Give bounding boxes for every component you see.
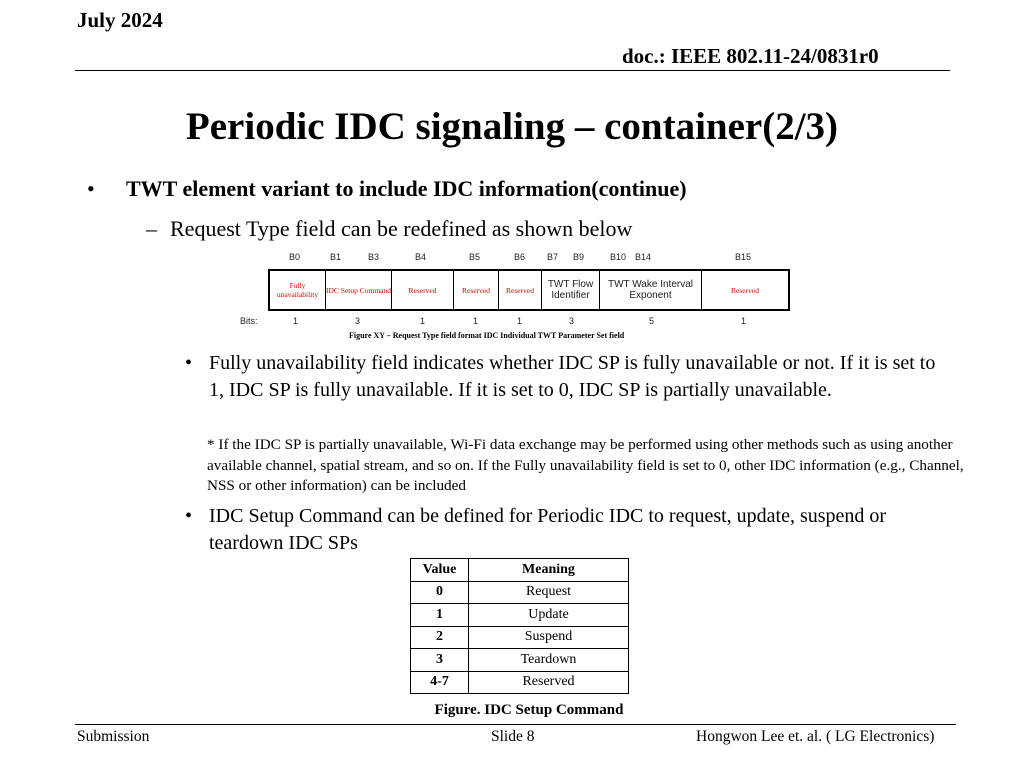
- bits-label: Bits:: [240, 316, 258, 326]
- table-row: [411, 581, 629, 604]
- footer-submission: Submission: [77, 728, 150, 745]
- bit-label: B9: [573, 252, 585, 262]
- field-reserved: Reserved: [499, 271, 542, 309]
- table-row: [411, 649, 629, 672]
- sub-bullet-request-type: Request Type field can be redefined as shown below: [170, 216, 633, 241]
- bit-label: B15: [735, 252, 752, 262]
- table-cell-value: 0: [411, 581, 469, 604]
- bits-value: 3: [355, 316, 361, 326]
- field-reserved: Reserved: [731, 285, 759, 295]
- bits-value: 1: [473, 316, 479, 326]
- bit-label: B0: [289, 252, 301, 262]
- request-type-field-diagram: [268, 269, 790, 311]
- bullet-twt-element: TWT element variant to include IDC information(continue): [126, 176, 687, 201]
- field-twt-flow-identifier: TWT Flow Identifier: [542, 271, 600, 309]
- column-header-value: Value: [411, 559, 469, 582]
- table-cell-meaning: Suspend: [469, 626, 629, 649]
- bit-label: B14: [635, 252, 652, 262]
- bits-value: 3: [569, 316, 575, 326]
- table-cell-value: 2: [411, 626, 469, 649]
- figure-caption-request-type: Figure XY – Request Type field format IDC Individual TWT Parameter Set field: [349, 331, 625, 340]
- field-twt-wake-interval-exponent: TWT Wake Interval Exponent: [600, 271, 702, 309]
- table-cell-meaning: Reserved: [469, 671, 629, 694]
- bit-label: B4: [415, 252, 427, 262]
- bullet-marker: •: [185, 505, 193, 527]
- dash-marker: –: [146, 216, 157, 241]
- bit-label: B6: [514, 252, 526, 262]
- field-reserved: Reserved: [392, 271, 454, 309]
- column-header-meaning: Meaning: [469, 559, 629, 582]
- bits-value: 1: [293, 316, 299, 326]
- bit-label: B3: [368, 252, 380, 262]
- field-idc-setup-command: IDC Setup Command: [326, 271, 392, 309]
- bits-value: 5: [649, 316, 655, 326]
- table-cell-meaning: Update: [469, 604, 629, 627]
- idc-setup-command-table: [410, 558, 629, 694]
- bullet-marker: •: [87, 176, 95, 201]
- table-row: [411, 671, 629, 694]
- figure-caption-idc-setup-command: Figure. IDC Setup Command: [434, 702, 624, 718]
- table-header-row: [411, 559, 629, 582]
- table-cell-value: 1: [411, 604, 469, 627]
- bit-label: B7: [547, 252, 559, 262]
- table-row: [411, 604, 629, 627]
- header-date: July 2024: [77, 8, 163, 32]
- table-cell-value: 3: [411, 649, 469, 672]
- field-reserved: Reserved: [454, 271, 499, 309]
- bit-label: B10: [610, 252, 627, 262]
- bits-value: 1: [741, 316, 747, 326]
- header-doc-id: doc.: IEEE 802.11-24/0831r0: [622, 44, 879, 68]
- bullet-idc-setup-command: IDC Setup Command can be defined for Periodic IDC to request, update, suspend or teardown IDC SPs: [209, 505, 887, 554]
- bullet-marker: •: [185, 352, 193, 374]
- bullet-fully-unavailability: Fully unavailability field indicates whether IDC SP is fully unavailable or not. If it is set to 1, IDC SP is fully unavailable. If it is set to 0, IDC SP is partially unavailable.: [209, 352, 936, 401]
- note-partial-unavailability: * If the IDC SP is partially unavailable, Wi-Fi data exchange may be performed using other methods such as using another available channel, spatial stream, and so on. If the Fully unavailability field is set to 0, other IDC information (e.g., Channel, NSS or other information) can be included: [207, 436, 964, 494]
- slide-title: Periodic IDC signaling – container(2/3): [185, 105, 839, 148]
- table-cell-value: 4-7: [411, 671, 469, 694]
- header-divider: [75, 70, 950, 71]
- bit-label: B5: [469, 252, 481, 262]
- table-row: [411, 626, 629, 649]
- footer-authors: Hongwon Lee et. al. ( LG Electronics): [696, 728, 935, 745]
- bit-label: B1: [330, 252, 342, 262]
- table-cell-meaning: Teardown: [469, 649, 629, 672]
- field-fully-unavailability: Fully unavailability: [270, 271, 326, 309]
- table-cell-meaning: Request: [469, 581, 629, 604]
- bits-value: 1: [517, 316, 523, 326]
- footer-slide-number: Slide 8: [491, 728, 535, 745]
- footer-divider: [75, 724, 956, 725]
- bits-value: 1: [420, 316, 426, 326]
